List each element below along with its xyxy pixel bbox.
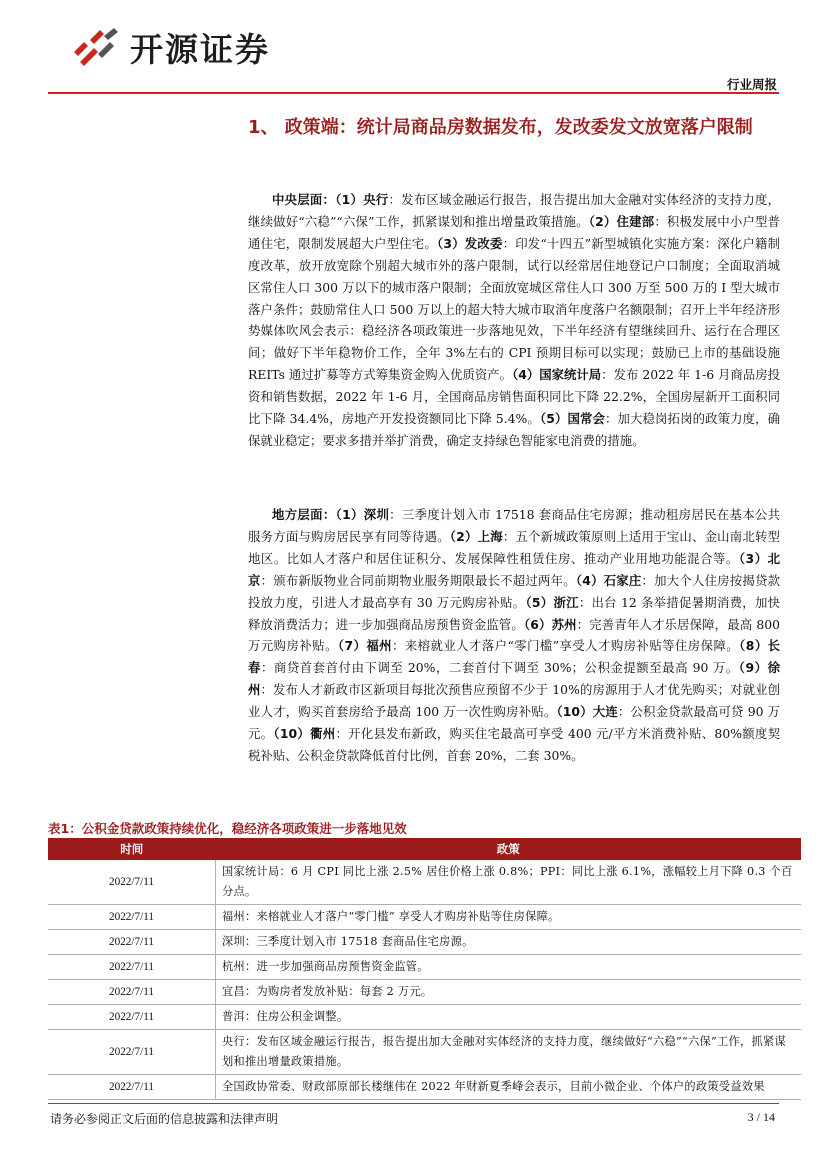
policy-item-label: （2）上海 (449, 528, 503, 544)
policy-item-label: （6）苏州 (523, 616, 577, 632)
policy-item-text: ：颁布新版物业合同前期物业服务期限最长不超过两年。 (260, 572, 576, 588)
row-policy: 全国政协常委、财政部原部长楼继伟在 2022 年财新夏季峰会表示，目前小微企业、个体户的政策受益效果 (216, 1075, 802, 1100)
header-divider (48, 92, 779, 94)
table-row (48, 1005, 801, 1030)
row-date: 2022/7/11 (48, 1030, 216, 1075)
row-date: 2022/7/11 (48, 930, 216, 955)
central-lead: 中央层面： (272, 192, 336, 207)
table-row (48, 905, 801, 930)
policy-item-label: （8）长春 (248, 638, 781, 676)
footer-disclaimer: 请务必参阅正文后面的信息披露和法律声明 (50, 1112, 279, 1126)
column-header-date: 时间 (48, 838, 216, 860)
page-number: 3 / 14 (747, 1110, 775, 1124)
policy-item-text: ：开化县发布新政，购买住宅最高可享受 400 元/平方米消费补贴、80%额度契税补贴、公积金贷款降低首付比例，首套 20%，二套 30%。 (248, 726, 781, 763)
table-row (48, 980, 801, 1005)
row-policy: 央行：发布区域金融运行报告，报告提出加大金融对实体经济的支持力度，继续做好“六稳”“六保”工作，抓紧谋划和推出增量政策措施。 (216, 1030, 802, 1075)
local-lead: 地方层面： (272, 507, 336, 522)
footer-divider (48, 1103, 779, 1104)
policy-item-label: （7）福州 (337, 638, 393, 654)
brand-mark-icon (70, 28, 124, 68)
policy-item-label: （10）大连 (556, 704, 618, 720)
local-policy-paragraph (248, 504, 780, 767)
policy-item-text: ：发布 2022 年 1-6 月商品房投资和销售数据，2022 年 1-6 月，全国商品房销售面积同比下降 22.2%，全国房屋新开工面积同比下降 34.4%，房地产开发投资额同比下降 5.4%。 (248, 367, 780, 427)
row-date: 2022/7/11 (48, 860, 216, 905)
column-header-policy: 政策 (216, 838, 802, 860)
row-policy: 深圳：三季度计划入市 17518 套商品住宅房源。 (216, 930, 802, 955)
row-policy: 福州：来榕就业人才落户“零门槛” 享受人才购房补贴等住房保障。 (216, 905, 802, 930)
row-date: 2022/7/11 (48, 1075, 216, 1100)
policy-item-text: ：发布人才新政市区新项目每批次预售应预留不少于 10%的房源用于人才优先购买；对就业创业人才，购买首套房给予最高 100 万一次性购房补贴。 (248, 682, 780, 720)
policy-item-text: ：五个新城政策原则上适用于宝山、金山南北转型地区。比如人才落户和居住证积分、发展保障性租赁住房、推动产业用地功能混合等。 (248, 528, 781, 566)
policy-item-text: ：加大个人住房按揭贷款投放力度，引进人才最高享有 30 万元购房补贴。 (248, 572, 781, 610)
row-policy: 国家统计局：6 月 CPI 同比上涨 2.5% 居住价格上涨 0.8%；PPI：同比上涨 6.1%，涨幅较上月下降 0.3 个百分点。 (216, 860, 802, 905)
policy-item-text: ：公积金贷款最高可贷 90 万元。 (248, 704, 780, 742)
row-policy: 普洱：住房公积金调整。 (216, 1005, 802, 1030)
row-policy: 杭州：进一步加强商品房预售资金监管。 (216, 955, 802, 980)
policy-item-label: （3）北京 (248, 550, 780, 588)
table-row (48, 1075, 801, 1100)
row-date: 2022/7/11 (48, 1005, 216, 1030)
central-policy-item (248, 236, 780, 382)
policy-item-label: （5）国常会 (539, 411, 605, 427)
policy-item-text: ：加大稳岗拓岗的政策力度，确保就业稳定；要求多措并举扩消费，确定支持绿色智能家电消费的措施。 (248, 411, 781, 448)
policy-item-label: （3）发改委 (436, 235, 503, 251)
report-type: 行业周报 (726, 77, 777, 92)
row-policy: 宜昌：为购房者发放补贴：每套 2 万元。 (216, 980, 802, 1005)
policy-item-label: （1）深圳 (335, 507, 390, 522)
policy-item-label: （4）石家庄 (575, 572, 642, 588)
policy-item-label: （2）住建部 (588, 213, 655, 229)
table-row (48, 930, 801, 955)
policy-table (48, 838, 801, 1100)
policy-item-text: ：印发“十四五”新型城镇化实施方案：深化户籍制度改革，放开放宽除个别超大城市外的落户限制，试行以经常居住地登记户口制度；全面取消城区常住人口 300 万以下的城市落户限制；全面放宽城区常住人口 300 万至 500 万的 I 型大城市落户条件；鼓励常住人口 500 万以上的超大特大城市取消年度落户名额限制；召开上半年经济形势媒体吹风会表示：稳经济各项政策进一步落地见效，下半年经济有望继续回升、运行在合理区间；做好下半年稳物价工作，全年 3%左右的 CPI 预期目标可以实现；鼓励已上市的基础设施 REITs 通过扩募等方式筹集资金购入优质资产。 (248, 235, 781, 383)
row-date: 2022/7/11 (48, 905, 216, 930)
policy-item-text: ：出台 12 条举措促暑期消费，加快释放消费活力；进一步加强商品房预售资金监管。 (248, 594, 781, 632)
policy-item-text: ：积极发展中小户型普通住宅，限制发展超大户型住宅。 (248, 213, 781, 251)
brand-logo (70, 24, 270, 71)
brand-name: 开源证券 (130, 30, 270, 69)
policy-item-label: （9）徐州 (248, 660, 781, 698)
table-row (48, 860, 801, 905)
policy-item-text: ：商贷首套首付由下调至 20%，二套首付下调至 30%；公积金提额至最高 90 万。 (260, 660, 739, 676)
row-date: 2022/7/11 (48, 955, 216, 980)
policy-item-text: ：完善青年人才乐居保障，最高 800 万元购房补贴。 (248, 616, 781, 654)
table-row (48, 955, 801, 980)
policy-item-label: （10）衢州 (273, 726, 336, 742)
row-date: 2022/7/11 (48, 980, 216, 1005)
table-title: 表1：公积金贷款政策持续优化，稳经济各项政策进一步落地见效 (48, 821, 407, 836)
policy-item-text: ：发布区域金融运行报告，报告提出加大金融对实体经济的支持力度，继续做好“六稳”“六保”工作，抓紧谋划和推出增量政策措施。 (248, 192, 781, 229)
policy-item-text: ：三季度计划入市 17518 套商品住宅房源；推动租房居民在基本公共服务方面与购房居民享有同等待遇。 (248, 507, 781, 544)
policy-item-label: （4）国家统计局 (512, 367, 602, 383)
local-policy-item (248, 726, 780, 763)
policy-item-text: ：来榕就业人才落户“零门槛”享受人才购房补贴等住房保障。 (392, 638, 740, 654)
policy-item-label: （5）浙江 (525, 594, 579, 610)
central-policy-paragraph (248, 189, 780, 452)
policy-item-label: （1）央行 (335, 192, 389, 207)
table-row (48, 1030, 801, 1075)
local-policy-item (338, 638, 739, 653)
section-title: 1、 政策端：统计局商品房数据发布，发改委发文放宽落户限制 (248, 117, 753, 138)
table-header-row (48, 838, 801, 860)
